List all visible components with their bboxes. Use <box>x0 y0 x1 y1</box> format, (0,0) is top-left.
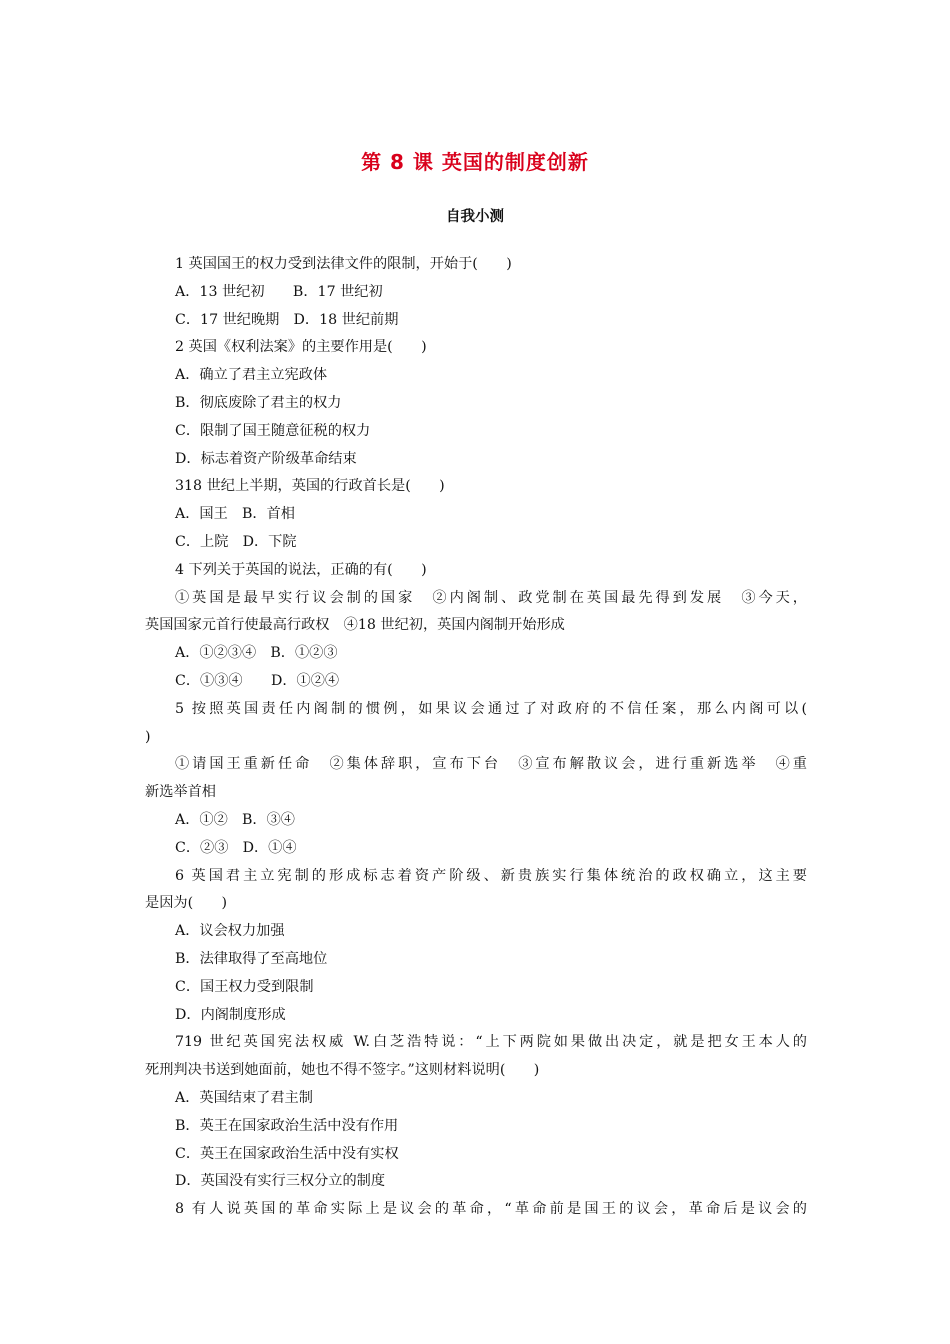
option-line: C．17 世纪晚期 D．18 世纪前期 <box>175 311 399 328</box>
option-line: C．②③ D．①④ <box>175 839 297 856</box>
lesson-title: 第 8 课 英国的制度创新 <box>361 150 589 174</box>
question-7-cont: 死刑判决书送到她面前，她也不得不签字。”这则材料说明( ) <box>145 1062 540 1079</box>
question-6-cont: 是因为( ) <box>145 895 228 912</box>
question-5: 5 按照英国责任内阁制的惯例，如果议会通过了对政府的不信任案，那么内阁可以( <box>175 700 807 717</box>
option-line: B．法律取得了至高地位 <box>175 950 328 967</box>
option-line: C．限制了国王随意征税的权力 <box>175 422 371 439</box>
option-line: D．英国没有实行三权分立的制度 <box>175 1173 386 1190</box>
statement-line: 新选举首相 <box>145 784 216 801</box>
option-line: A．议会权力加强 <box>175 923 285 940</box>
question-1: 1 英国国王的权力受到法律文件的限制，开始于( ) <box>175 256 512 272</box>
option-line: C．国王权力受到限制 <box>175 978 314 995</box>
question-8: 8 有人说英国的革命实际上是议会的革命，“革命前是国王的议会，革命后是议会的 <box>175 1201 807 1218</box>
option-line: A．英国结束了君主制 <box>175 1089 313 1106</box>
option-line: A．①② B．③④ <box>175 811 295 828</box>
option-line: A．①②③④ B．①②③ <box>175 645 338 662</box>
question-body <box>145 251 807 1224</box>
option-line: C．上院 D．下院 <box>175 533 297 550</box>
option-line: D．标志着资产阶级革命结束 <box>175 450 357 467</box>
question-4: 4 下列关于英国的说法，正确的有( ) <box>175 561 427 578</box>
option-line: B．彻底废除了君主的权力 <box>175 394 342 411</box>
option-line: A．确立了君主立宪政体 <box>175 367 328 384</box>
option-line: C．英王在国家政治生活中没有实权 <box>175 1145 399 1162</box>
question-5-cont: ) <box>145 728 151 745</box>
question-3: 318 世纪上半期，英国的行政首长是( ) <box>175 478 445 495</box>
option-line: A．13 世纪初 B．17 世纪初 <box>175 283 383 300</box>
section-subtitle: 自我小测 <box>446 209 504 225</box>
option-line: D．内阁制度形成 <box>175 1006 286 1023</box>
statement-line: ①请国王重新任命 ②集体辞职，宣布下台 ③宣布解散议会，进行重新选举 ④重 <box>175 756 807 773</box>
statement-line: ①英国是最早实行议会制的国家 ②内阁制、政党制在英国最先得到发展 ③今天， <box>175 589 807 606</box>
question-2: 2 英国《权利法案》的主要作用是( ) <box>175 339 427 356</box>
question-6: 6 英国君主立宪制的形成标志着资产阶级、新贵族实行集体统治的政权确立，这主要 <box>175 867 807 884</box>
question-7: 719 世纪英国宪法权威 W.白芝浩特说：“上下两院如果做出决定，就是把女王本人的 <box>175 1034 807 1051</box>
option-line: C．①③④ D．①②④ <box>175 672 340 689</box>
option-line: B．英王在国家政治生活中没有作用 <box>175 1117 399 1134</box>
statement-line: 英国国家元首行使最高行政权 ④18 世纪初，英国内阁制开始形成 <box>145 617 565 634</box>
option-line: A．国王 B．首相 <box>175 506 295 523</box>
